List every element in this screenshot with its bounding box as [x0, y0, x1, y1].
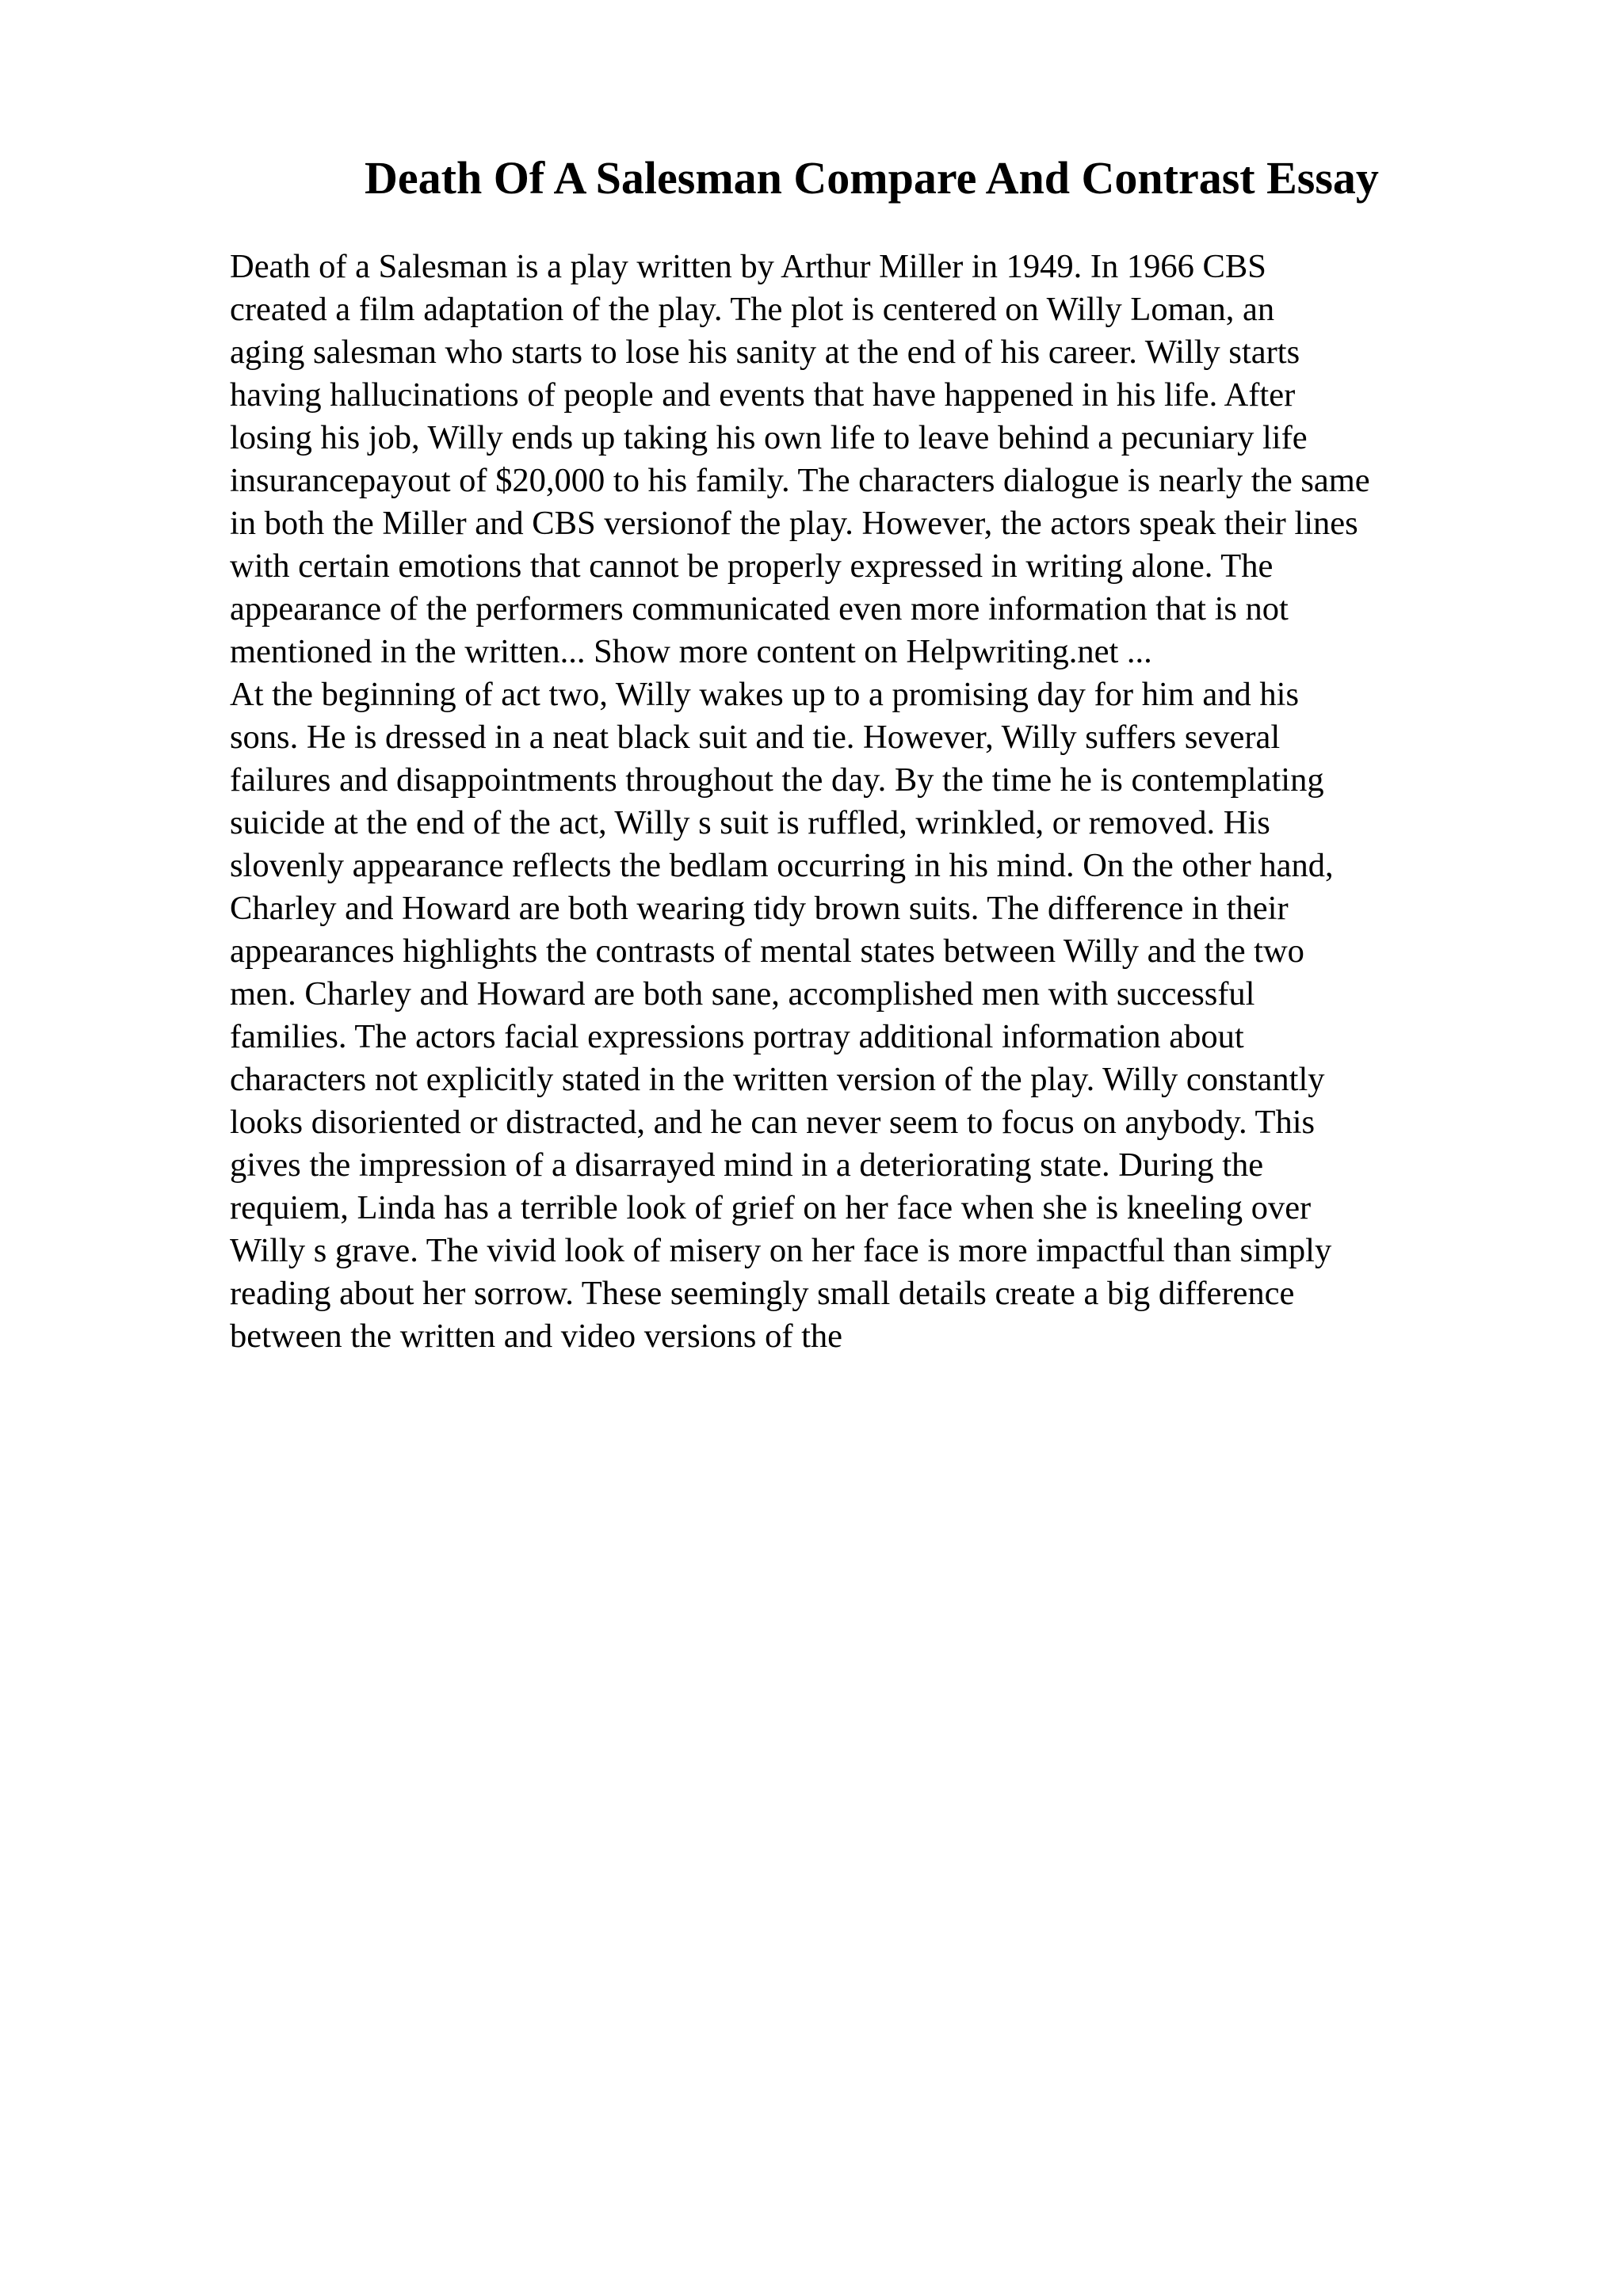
body-line: in both the Miller and CBS versionof the play. However, the actors speak their lines	[230, 505, 1358, 542]
body-line: Charley and Howard are both wearing tidy brown suits. The difference in their	[230, 890, 1289, 927]
body-line: with certain emotions that cannot be properly expressed in writing alone. The	[230, 547, 1274, 585]
body-line: Willy s grave. The vivid look of misery on her face is more impactful than simply	[230, 1232, 1332, 1269]
body-line: appearances highlights the contrasts of mental states between Willy and the two	[230, 933, 1304, 970]
body-line: requiem, Linda has a terrible look of grief on her face when she is kneeling over	[230, 1189, 1312, 1226]
document-title: Death Of A Salesman Compare And Contrast Essay	[365, 152, 1379, 204]
body-line: between the written and video versions of the	[230, 1318, 843, 1355]
body-line: aging salesman who starts to lose his sanity at the end of his career. Willy starts	[230, 334, 1300, 371]
body-line: losing his job, Willy ends up taking his own life to leave behind a pecuniary life	[230, 419, 1308, 456]
body-line: sons. He is dressed in a neat black suit and tie. However, Willy suffers several	[230, 719, 1281, 756]
body-line: mentioned in the written... Show more content on Helpwriting.net ...	[230, 633, 1152, 670]
document-body	[230, 246, 1529, 1358]
body-line: At the beginning of act two, Willy wakes up to a promising day for him and his	[230, 676, 1300, 713]
body-line: gives the impression of a disarrayed mind in a deteriorating state. During the	[230, 1146, 1264, 1184]
body-line: failures and disappointments throughout the day. By the time he is contemplating	[230, 761, 1324, 799]
body-line: men. Charley and Howard are both sane, accomplished men with successful	[230, 975, 1255, 1013]
body-line: created a film adaptation of the play. The plot is centered on Willy Loman, an	[230, 291, 1275, 328]
body-line: families. The actors facial expressions portray additional information about	[230, 1018, 1244, 1055]
body-line: reading about her sorrow. These seemingly small details create a big difference	[230, 1275, 1295, 1312]
body-line: characters not explicitly stated in the written version of the play. Willy constantly	[230, 1061, 1325, 1098]
body-line: having hallucinations of people and events that have happened in his life. After	[230, 376, 1296, 414]
body-line: slovenly appearance reflects the bedlam occurring in his mind. On the other hand,	[230, 847, 1334, 884]
body-line: insurancepayout of $20,000 to his family. The characters dialogue is nearly the same	[230, 462, 1370, 499]
body-line: Death of a Salesman is a play written by Arthur Miller in 1949. In 1966 CBS	[230, 248, 1266, 285]
body-line: looks disoriented or distracted, and he can never seem to focus on anybody. This	[230, 1104, 1316, 1141]
body-line: appearance of the performers communicated even more information that is not	[230, 590, 1289, 627]
body-line: suicide at the end of the act, Willy s suit is ruffled, wrinkled, or removed. His	[230, 804, 1270, 841]
